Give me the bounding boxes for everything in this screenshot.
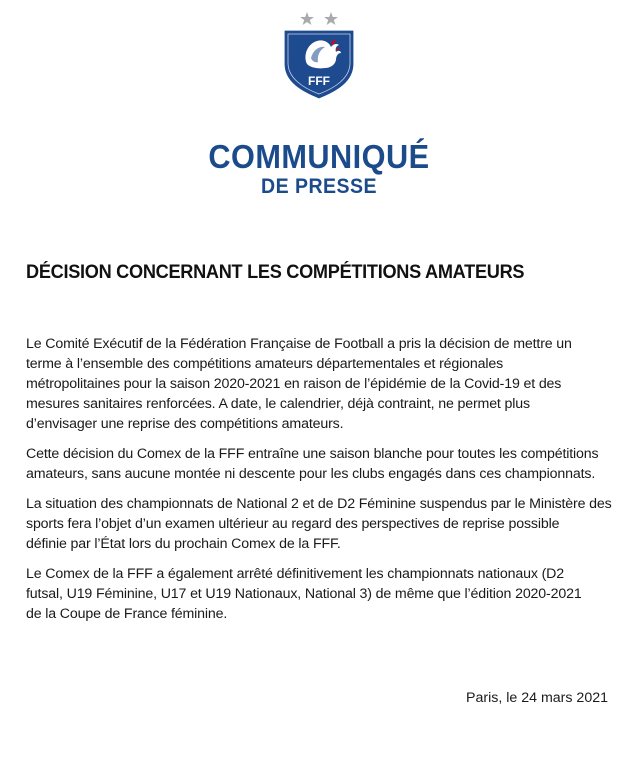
fff-logo (281, 8, 357, 100)
paragraph-line: La situation des championnats de National 2 et de D2 Féminine suspendus par le Ministère des (26, 496, 612, 512)
document-heading: DÉCISION CONCERNANT LES COMPÉTITIONS AMATEURS (26, 262, 525, 283)
paragraph-line: mesures sanitaires renforcées. A date, le calendrier, déjà contraint, ne permet plus (26, 396, 530, 412)
paragraph-line: de la Coupe de France féminine. (26, 606, 228, 622)
press-release-subtitle: DE PRESSE (261, 175, 377, 198)
date-signature: Paris, le 24 mars 2021 (466, 690, 608, 706)
paragraph-line: amateurs, sans aucune montée ni descente pour les clubs engagés dans ces championnats. (26, 466, 596, 482)
paragraph-line: définie par l’État lors du prochain Comex de la FFF. (26, 536, 341, 552)
paragraph-line: sports fera l’objet d’un examen ultérieur au regard des perspectives de reprise possible (26, 516, 560, 532)
fff-crest-icon (281, 8, 357, 100)
document-body (26, 334, 616, 634)
star-icon-left (300, 12, 314, 25)
paragraph-line: futsal, U19 Féminine, U17 et U19 Nationaux, National 3) de même que l’édition 2020-2021 (26, 586, 582, 602)
press-release-title: COMMUNIQUÉ (208, 138, 430, 175)
paragraph-line: métropolitaines pour la saison 2020-2021 en raison de l’épidémie de la Covid-19 et des (26, 376, 562, 392)
paragraph-line: Le Comité Exécutif de la Fédération Française de Football a pris la décision de mettre un (26, 336, 572, 352)
paragraph-line: Le Comex de la FFF a également arrêté définitivement les championnats nationaux (D2 (26, 566, 564, 582)
paragraph-line: terme à l’ensemble des compétitions amateurs départementales et régionales (26, 356, 504, 372)
paragraph-line: Cette décision du Comex de la FFF entraîne une saison blanche pour toutes les compétitions (26, 446, 599, 462)
paragraph-2 (26, 444, 616, 484)
crest-label: FFF (308, 74, 330, 88)
paragraph-3 (26, 494, 616, 554)
paragraph-4 (26, 564, 616, 624)
star-icon-right (324, 12, 338, 25)
paragraph-1 (26, 334, 616, 434)
paragraph-line: d’envisager une reprise des compétitions amateurs. (26, 416, 344, 432)
